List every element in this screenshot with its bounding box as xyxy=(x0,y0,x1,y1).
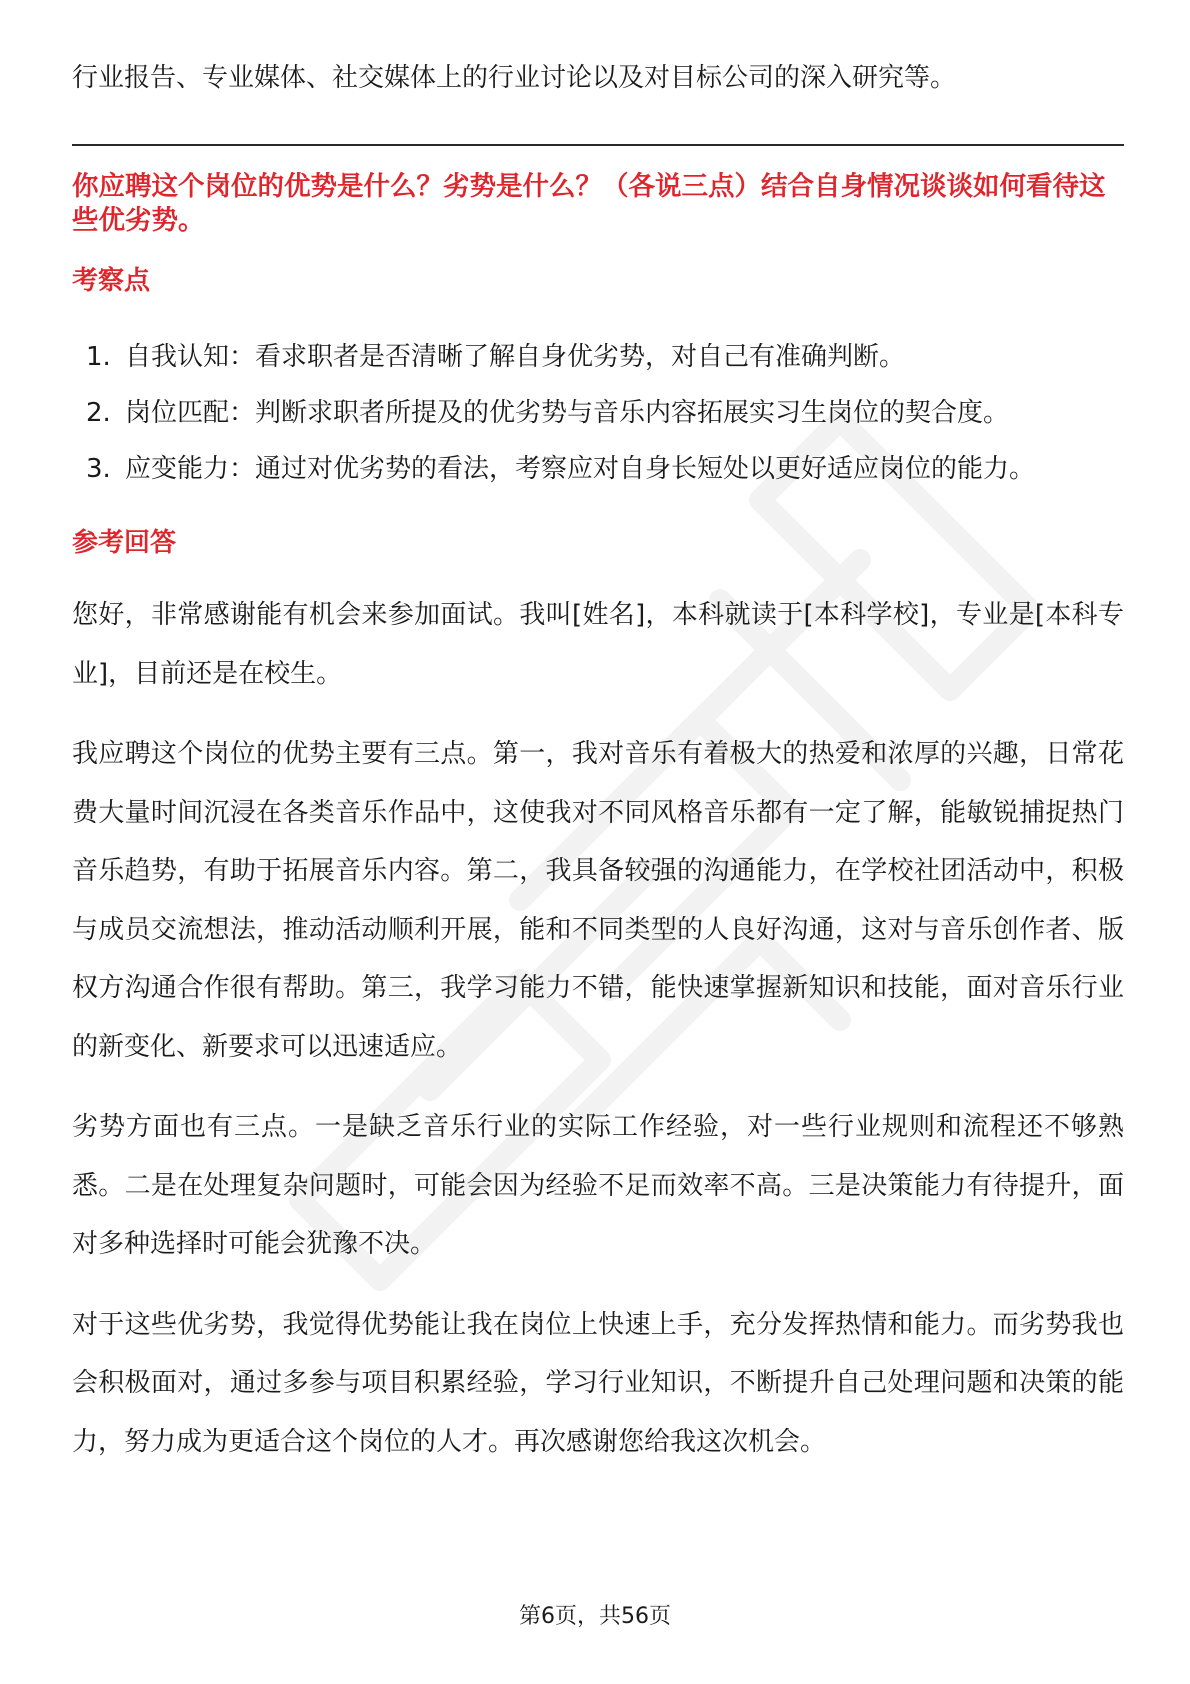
points-heading: 考察点 xyxy=(72,266,151,296)
page-content xyxy=(72,58,1124,1471)
points-list xyxy=(72,329,1124,497)
list-item xyxy=(72,385,1124,441)
answer-paragraph: 您好，非常感谢能有机会来参加面试。我叫[姓名]，本科就读于[本科学校]，专业是[本科专业]，目前还是在校生。 xyxy=(72,600,1124,689)
list-item xyxy=(72,441,1124,497)
section-divider xyxy=(72,144,1124,146)
list-item-text: 岗位匹配：判断求职者所提及的优劣势与音乐内容拓展实习生岗位的契合度。 xyxy=(125,398,1010,428)
answer-paragraph: 对于这些优劣势，我觉得优势能让我在岗位上快速上手，充分发挥热情和能力。而劣势我也会积极面对，通过多参与项目积累经验，学习行业知识，不断提升自己处理问题和决策的能力，努力成为更适合这个岗位的人才。再次感谢您给我这次机会。 xyxy=(72,1309,1124,1457)
intro-line: 行业报告、专业媒体、社交媒体上的行业讨论以及对目标公司的深入研究等。 xyxy=(72,63,957,93)
list-item xyxy=(72,329,1124,385)
list-number: 1. xyxy=(86,342,111,372)
answer-paragraph: 我应聘这个岗位的优势主要有三点。第一，我对音乐有着极大的热爱和浓厚的兴趣，日常花费大量时间沉浸在各类音乐作品中，这使我对不同风格音乐都有一定了解，能敏锐捕捉热门音乐趋势，有助于拓展音乐内容。第二，我具备较强的沟通能力，在学校社团活动中，积极与成员交流想法，推动活动顺利开展，能和不同类型的人良好沟通，这对与音乐创作者、版权方沟通合作很有帮助。第三，我学习能力不错，能快速掌握新知识和技能，面对音乐行业的新变化、新要求可以迅速适应。 xyxy=(72,739,1124,1062)
question-heading: 你应聘这个岗位的优势是什么？劣势是什么？（各说三点）结合自身情况谈谈如何看待这些优劣势。 xyxy=(72,171,1106,236)
answer-heading: 参考回答 xyxy=(72,528,177,558)
page-footer: 第6页，共56页 xyxy=(519,1604,671,1629)
list-number: 3. xyxy=(86,454,111,484)
list-number: 2. xyxy=(86,398,111,428)
list-item-text: 应变能力：通过对优劣势的看法，考察应对自身长短处以更好适应岗位的能力。 xyxy=(125,454,1036,484)
list-item-text: 自我认知：看求职者是否清晰了解自身优劣势，对自己有准确判断。 xyxy=(125,342,906,372)
answer-paragraph: 劣势方面也有三点。一是缺乏音乐行业的实际工作经验，对一些行业规则和流程还不够熟悉。二是在处理复杂问题时，可能会因为经验不足而效率不高。三是决策能力有待提升，面对多种选择时可能会犹豫不决。 xyxy=(72,1112,1124,1259)
